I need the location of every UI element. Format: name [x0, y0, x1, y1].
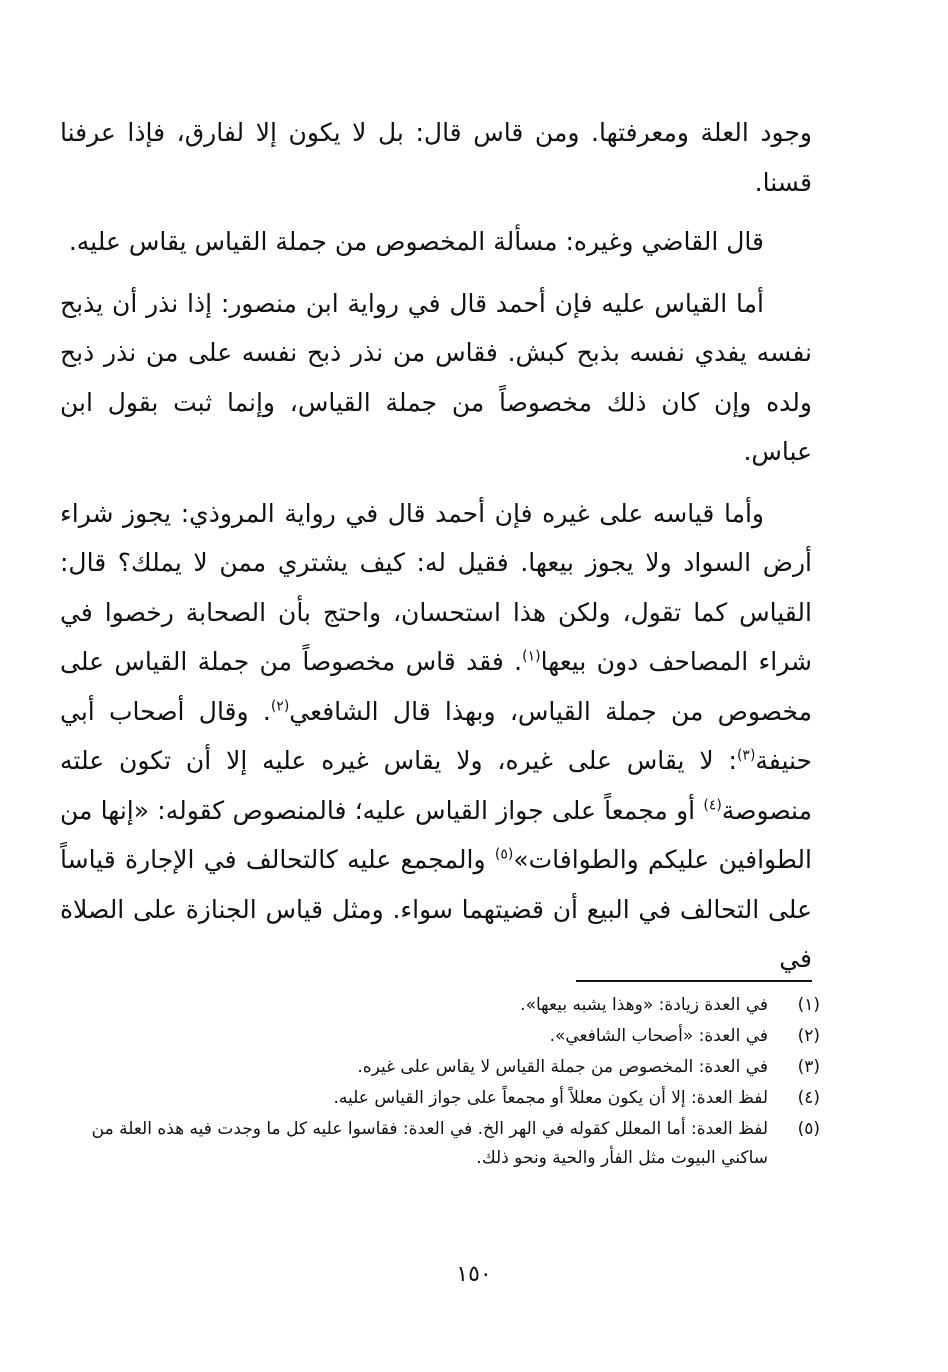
footnote-number: (٤)	[797, 1088, 820, 1108]
footnote-3	[72, 1052, 820, 1083]
page-number: ١٥٠	[456, 1262, 492, 1287]
paragraph-1: وجود العلة ومعرفتها. ومن قاس قال: بل لا يكون إلا لفارق، فإذا عرفنا قسنا.	[60, 118, 812, 197]
paragraph-4-segment-6: والمجمع عليه كالتحالف في الإجارة قياساً على التحالف في البيع أن قضيتهما سواء. ومثل قياس الجنازة على الصلاة في	[60, 845, 812, 973]
page-body	[60, 108, 812, 984]
paragraph-4-segment-3: . وقال أصحاب أبي حنيفة	[60, 696, 812, 775]
paragraph-4-segment-5: أو مجمعاً على جواز القياس عليه؛ فالمنصوص كقوله: «إنها من الطوافين عليكم والطوافات»	[60, 795, 812, 874]
footnote-ref-2[interactable]: (٢)	[270, 698, 290, 715]
footnote-number: (٢)	[797, 1026, 820, 1046]
footnote-5	[72, 1114, 820, 1173]
paragraph-2: قال القاضي وغيره: مسألة المخصوص من جملة القياس يقاس عليه.	[68, 227, 764, 256]
paragraph-4-segment-2: . فقد قاس مخصوصاً من جملة القياس على مخصوص من جملة القياس، وبهذا قال الشافعي	[60, 647, 813, 726]
footnote-number: (٥)	[797, 1119, 820, 1139]
footnote-text: لفظ العدة: إلا أن يكون معللاً أو مجمعاً على جواز القياس عليه.	[333, 1088, 768, 1108]
footnote-ref-4[interactable]: (٤)	[703, 797, 722, 814]
footnote-text: في العدة: «أصحاب الشافعي».	[549, 1026, 768, 1046]
footnote-text: في العدة زيادة: «وهذا يشبه بيعها».	[520, 995, 768, 1015]
paragraph-4	[60, 489, 812, 984]
footnote-text: لفظ العدة: أما المعلل كقوله في الهر الخ. في العدة: فقاسوا عليه كل ما وجدت فيه هذه العلة من ساكني البيوت مثل الفأر والحية ونحو ذلك.	[91, 1119, 768, 1168]
footnote-ref-1[interactable]: (١)	[522, 648, 541, 665]
paragraph-3: أما القياس عليه فإن أحمد قال في رواية ابن منصور: إذا نذر أن يذبح نفسه يفدي نفسه بذبح كبش. فقاس من نذر ذبح نفسه على من نذر ذبح ولده وإن كان ذلك مخصوصاً من جملة القياس، وإنما ثبت بقول ابن عباس.	[60, 288, 812, 466]
footnote-number: (١)	[797, 995, 820, 1015]
footnote-number: (٣)	[797, 1057, 820, 1077]
paragraph-4-segment-4: : لا يقاس على غيره، ولا يقاس غيره عليه إلا أن تكون علته منصوصة	[60, 746, 812, 825]
paragraph-4-segment-1: وأما قياسه على غيره فإن أحمد قال في رواية المروذي: يجوز شراء أرض السواد ولا يجوز بيعها. فقيل له: كيف يشتري ممن لا يملك؟ قال: القياس كما تقول، ولكن هذا استحسان، واحتج بأن الصحابة رخصوا في شراء المصاحف دون بيعها	[60, 498, 812, 676]
footnote-ref-3[interactable]: (٣)	[736, 747, 756, 764]
footnote-2	[72, 1021, 820, 1052]
footnote-4	[72, 1083, 820, 1114]
footnote-separator	[576, 980, 812, 982]
footnotes	[72, 990, 820, 1173]
footnote-ref-5[interactable]: (٥)	[494, 846, 514, 863]
footnote-text: في العدة: المخصوص من جملة القياس لا يقاس على غيره.	[357, 1057, 768, 1077]
footnote-1	[72, 990, 820, 1021]
